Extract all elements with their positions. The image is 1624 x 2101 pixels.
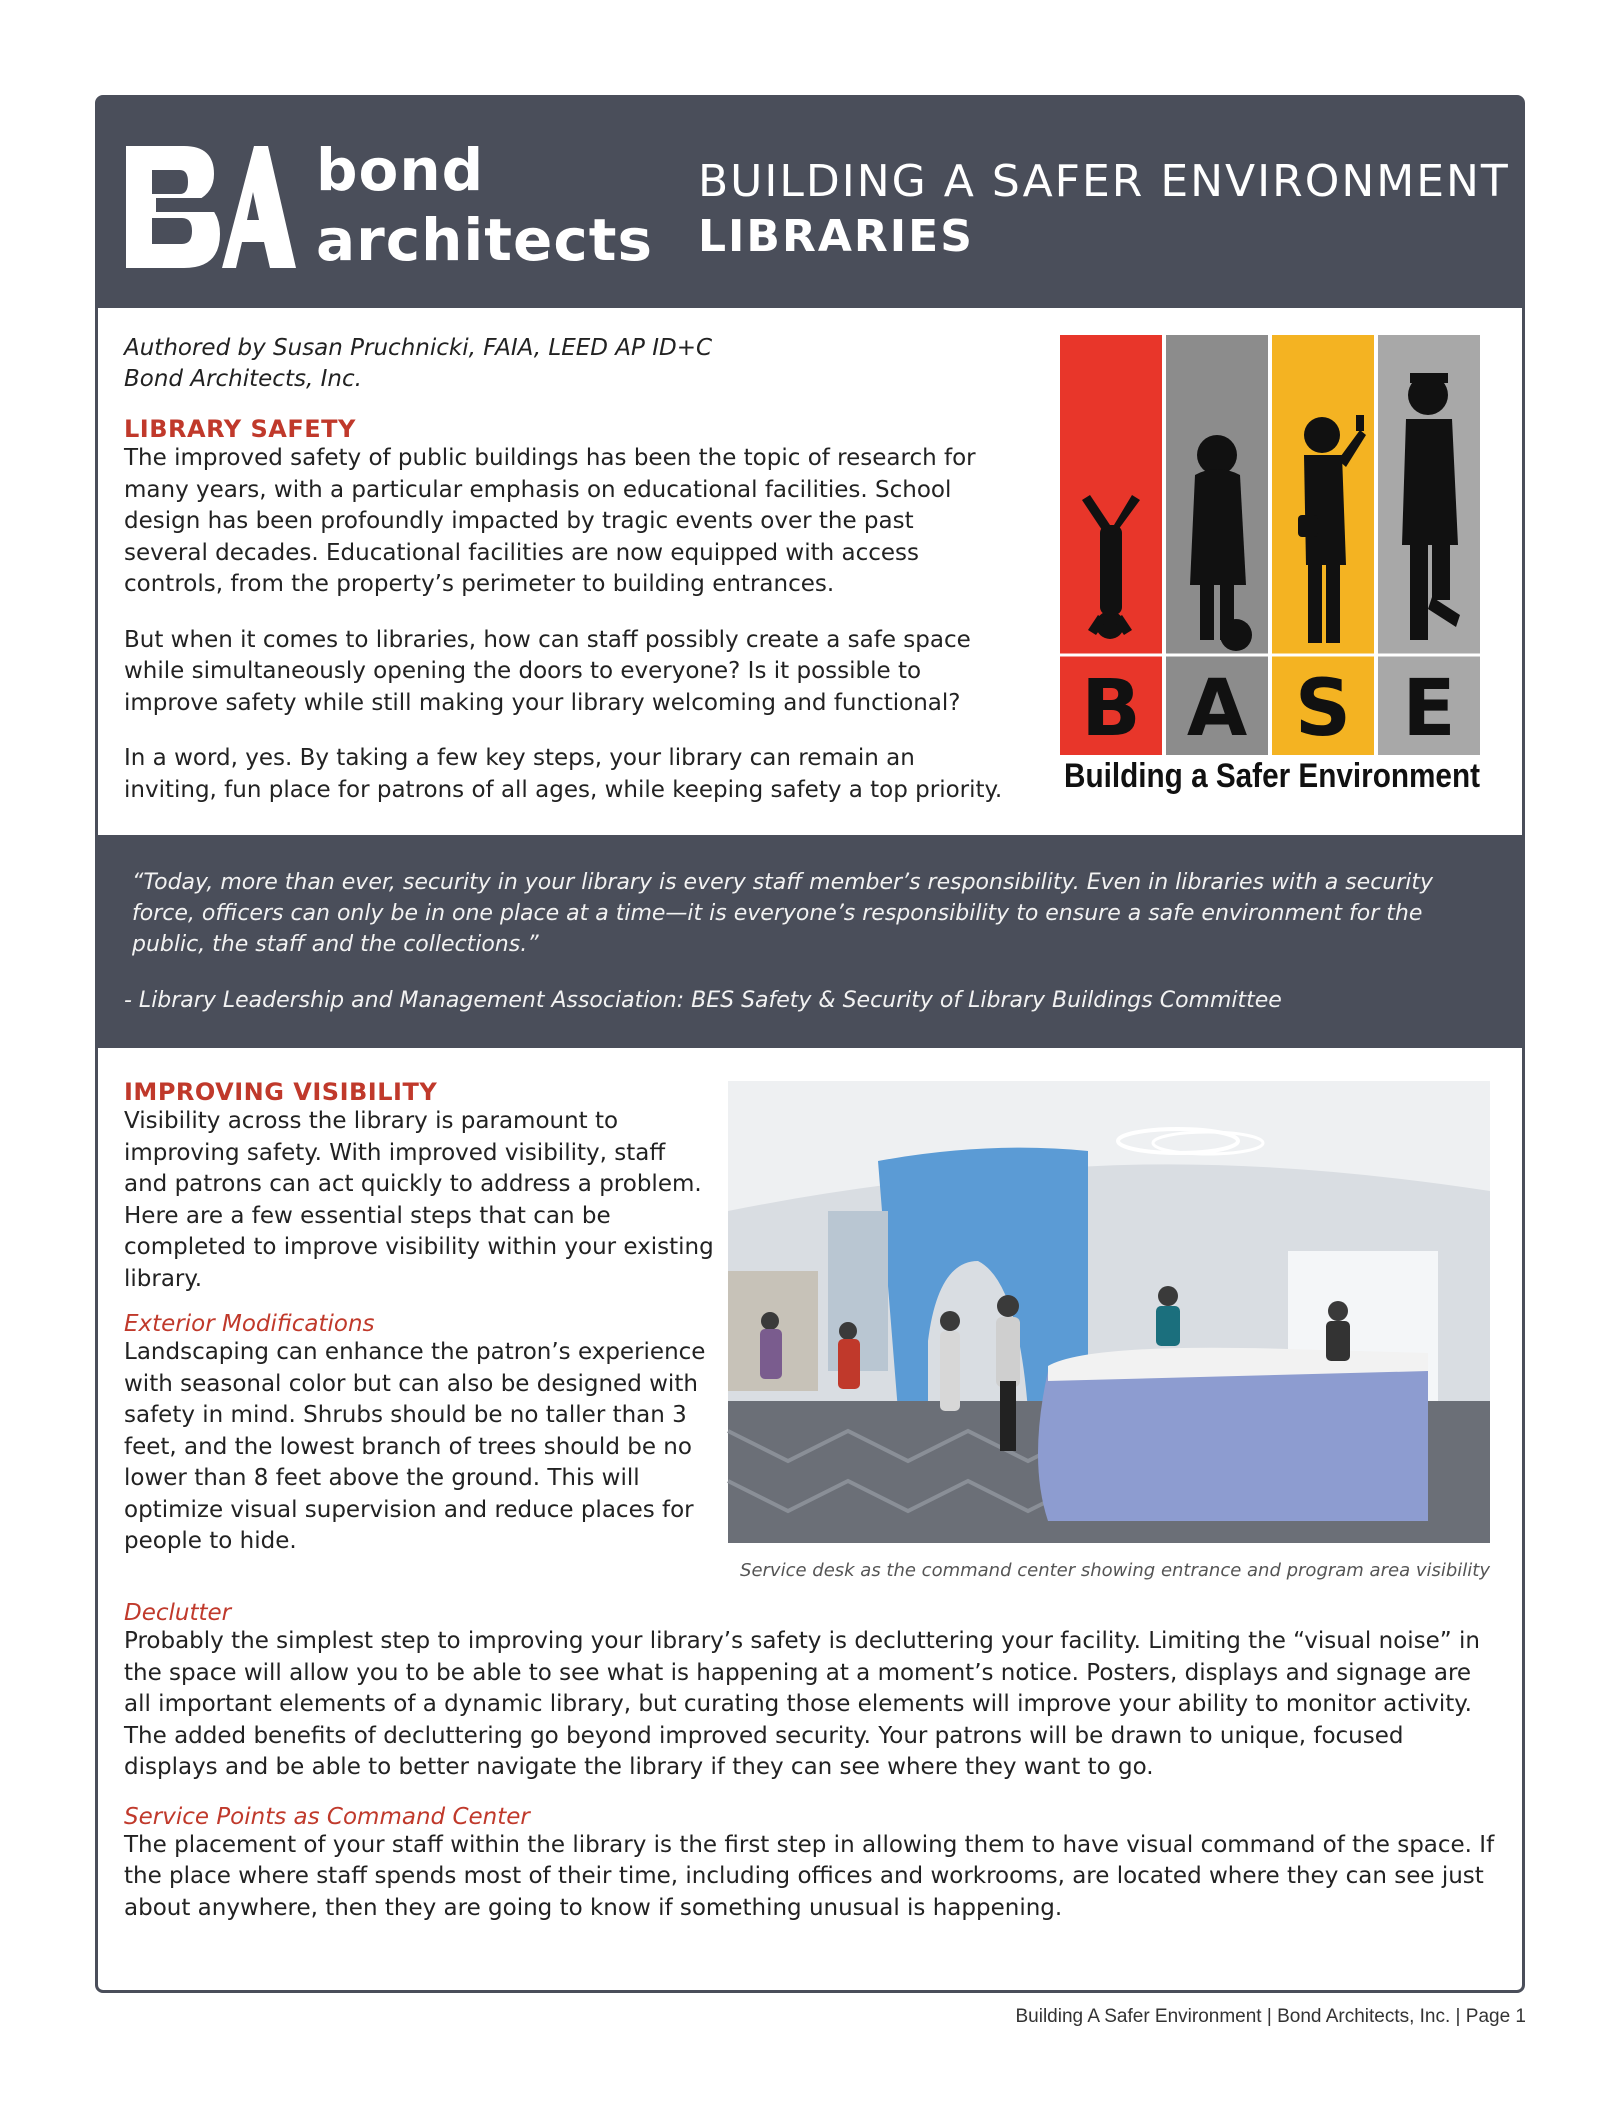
base-tagline: Building a Safer Environment xyxy=(1064,757,1480,795)
base-letter-a: A xyxy=(1186,664,1248,754)
header-band xyxy=(98,98,1522,308)
improving-visibility-intro: Visibility across the library is paramount to improving safety. With improved visibility, staff and patrons can act quickly to address a problem. Here are a few essential steps that can be completed to improve visibility within your existing library. xyxy=(124,1108,714,1292)
library-safety-paragraph-1: The improved safety of public buildings has been the topic of research for many years, with a particular emphasis on educational facilities. School design has been profoundly impacted by tragic events over the past several decades. Educational facilities are now equipped with access controls, from the property’s perimeter to building entrances. xyxy=(124,445,976,597)
quote-band xyxy=(98,835,1522,1048)
library-safety-paragraph-3: In a word, yes. By taking a few key steps, your library can remain an inviting, fun place for patrons of all ages, while keeping safety a top priority. xyxy=(124,745,1003,803)
photo-caption: Service desk as the command center showing entrance and program area visibility xyxy=(740,1560,1490,1581)
base-letter-s: S xyxy=(1294,664,1352,754)
improving-visibility-heading: IMPROVING VISIBILITY xyxy=(124,1078,438,1106)
library-safety-heading: LIBRARY SAFETY xyxy=(124,415,356,443)
exterior-modifications-heading: Exterior Modifications xyxy=(124,1311,375,1337)
author-line: Authored by Susan Pruchnicki, FAIA, LEED AP ID+C xyxy=(124,335,713,361)
author-company: Bond Architects, Inc. xyxy=(124,366,362,392)
logo-word-bond: bond xyxy=(316,136,485,204)
improving-visibility-section xyxy=(124,1078,714,1558)
declutter-heading: Declutter xyxy=(124,1600,232,1626)
page-footer: Building A Safer Environment | Bond Architects, Inc. | Page 1 xyxy=(1015,2006,1526,2027)
declutter-text: Probably the simplest step to improving your library’s safety is decluttering your facility. Limiting the “visual noise” in the space will allow you to be able to see what is happening at a moment’s notice. Posters, displays and signage are all important elements of a dynamic library, but curating those elements will improve your ability to monitor activity. The added benefits of decluttering go beyond improved security. Your patrons will be drawn to unique, focused displays and be able to better navigate the library if they can see where they want to go. xyxy=(124,1628,1480,1780)
document-title: BUILDING A SAFER ENVIRONMENT xyxy=(698,156,1510,207)
logo-word-architects: architects xyxy=(316,206,653,274)
quote-text: “Today, more than ever, security in your library is every staff member’s responsibility. Even in libraries with a security force, officers can only be in one place at a time—it is everyone’s responsibility to ensure a safe environment for the public, the staff and the collections.” xyxy=(132,870,1434,957)
quote-attribution: - Library Leadership and Management Association: BES Safety & Security of Library Buildings Committee xyxy=(124,988,1282,1013)
base-letter-b: B xyxy=(1081,664,1141,754)
page-frame xyxy=(95,95,1525,1993)
service-points-text: The placement of your staff within the library is the first step in allowing them to have visual command of the space. If the place where staff spends most of their time, including offices and workrooms, are located where they can see just about anywhere, then they are going to know if something unusual is happening. xyxy=(124,1831,1495,1921)
intro-section xyxy=(124,333,1004,806)
library-safety-paragraph-2: But when it comes to libraries, how can staff possibly create a safe space while simultaneously opening the doors to everyone? Is it possible to improve safety while still making your library welcoming and functional? xyxy=(124,626,971,716)
library-service-desk-photo xyxy=(728,1081,1490,1543)
exterior-modifications-text: Landscaping can enhance the patron’s experience with seasonal color but can also be designed with safety in mind. Shrubs should be no taller than 3 feet, and the lowest branch of trees should be no lower than 8 feet above the ground. This will optimize visual supervision and reduce places for people to hide. xyxy=(124,1339,706,1554)
base-letter-e: E xyxy=(1402,664,1456,754)
bond-architects-logo-mark xyxy=(126,146,296,268)
lower-section xyxy=(124,1600,1504,1924)
base-logo xyxy=(1060,335,1485,795)
service-points-heading: Service Points as Command Center xyxy=(124,1803,530,1830)
document-subtitle: LIBRARIES xyxy=(698,211,974,262)
